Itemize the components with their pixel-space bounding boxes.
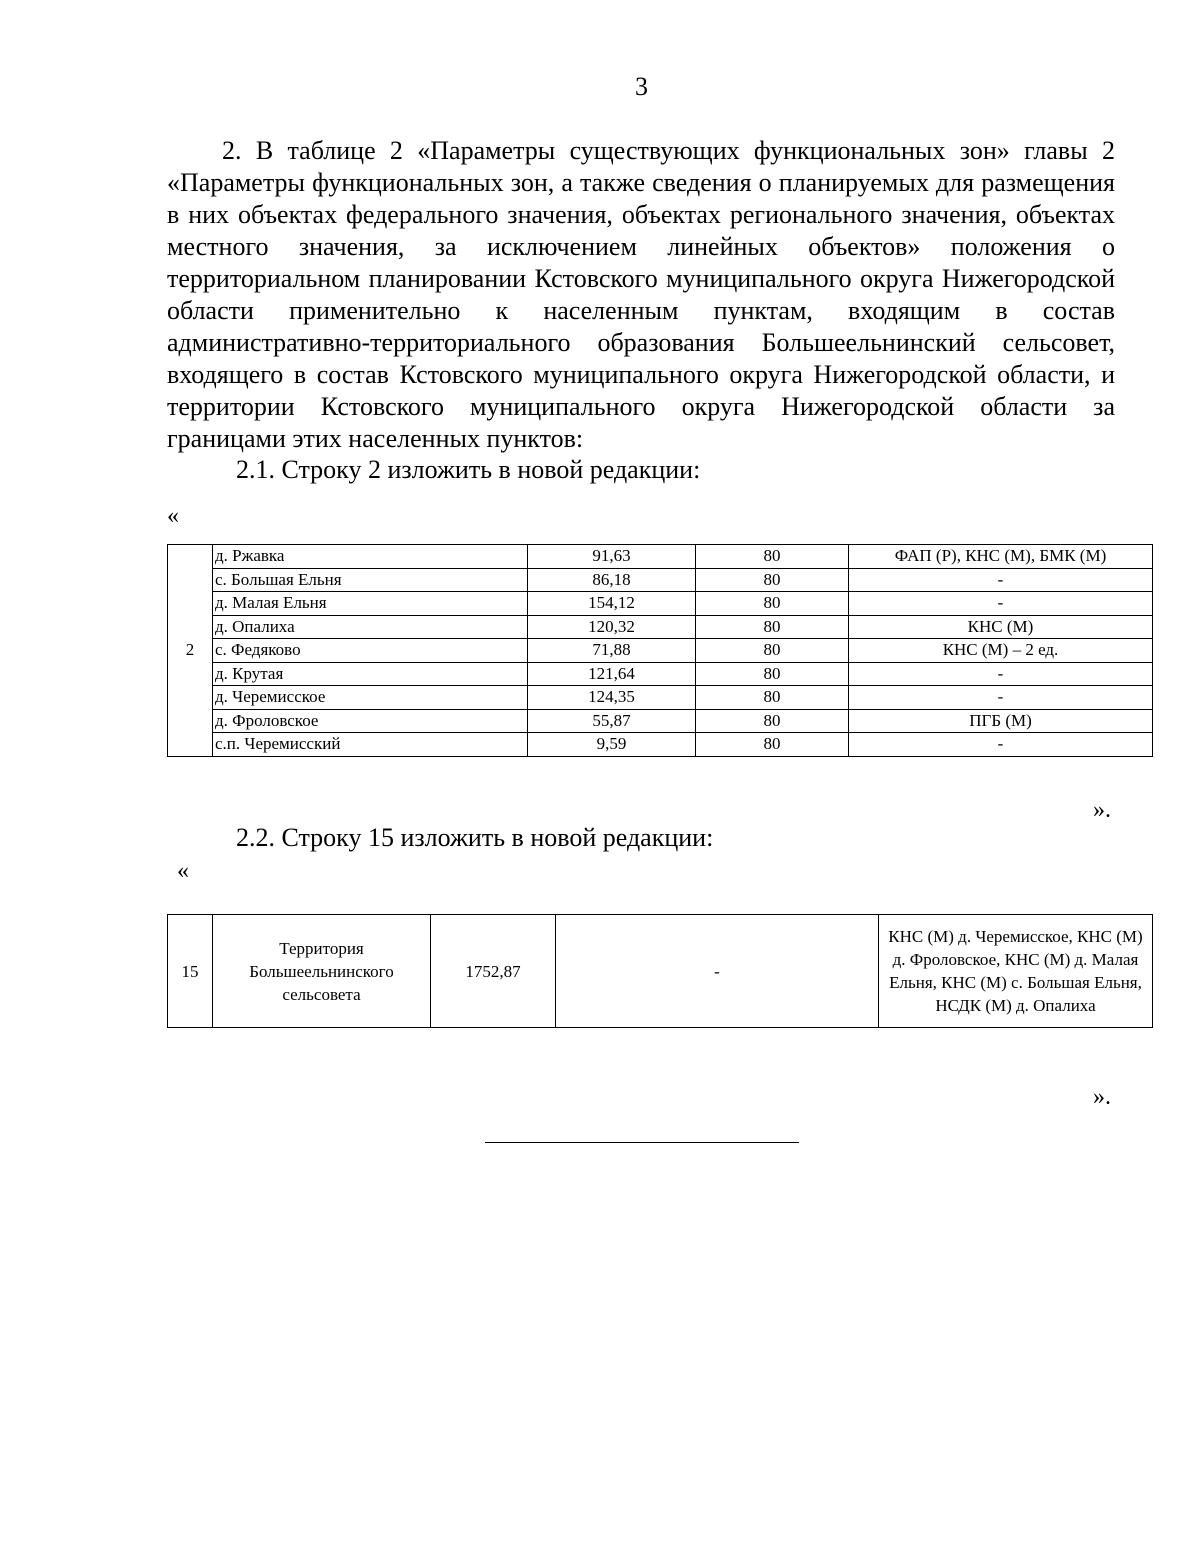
- section-1-open-quote: «: [167, 503, 179, 529]
- objects-cell: -: [849, 686, 1153, 710]
- settlement-name-cell: д. Крутая: [213, 662, 528, 686]
- settlement-name-cell: д. Опалиха: [213, 615, 528, 639]
- objects-cell: -: [849, 568, 1153, 592]
- section-2-open-quote: «: [177, 858, 189, 884]
- objects-cell: -: [849, 662, 1153, 686]
- objects-cell: ПГБ (М): [849, 709, 1153, 733]
- settlement-name-cell: с. Федяково: [213, 639, 528, 663]
- area-cell: 55,87: [528, 709, 696, 733]
- row-number-cell: 15: [168, 915, 213, 1028]
- section-1-heading: 2.1. Строку 2 изложить в новой редакции:: [236, 455, 701, 484]
- percent-cell: 80: [696, 639, 849, 663]
- percent-cell: -: [556, 915, 879, 1028]
- table-row: [168, 568, 1153, 592]
- objects-cell: ФАП (Р), КНС (М), БМК (М): [849, 545, 1153, 569]
- area-cell: 154,12: [528, 592, 696, 616]
- settlement-name-cell: с.п. Черемисский: [213, 733, 528, 757]
- section-2-heading: 2.2. Строку 15 изложить в новой редакции:: [236, 823, 714, 852]
- table-row: [168, 545, 1153, 569]
- table-row: [168, 709, 1153, 733]
- percent-cell: 80: [696, 686, 849, 710]
- table-row: [168, 639, 1153, 663]
- table-row-2-body: [168, 545, 1153, 757]
- area-cell: 124,35: [528, 686, 696, 710]
- area-cell: 120,32: [528, 615, 696, 639]
- table-row: [168, 686, 1153, 710]
- row-number-cell: 2: [168, 545, 213, 757]
- section-1-close-quote: ».: [1093, 797, 1111, 823]
- area-cell: 9,59: [528, 733, 696, 757]
- percent-cell: 80: [696, 615, 849, 639]
- objects-cell: КНС (М): [849, 615, 1153, 639]
- settlement-name-cell: д. Фроловское: [213, 709, 528, 733]
- area-cell: 86,18: [528, 568, 696, 592]
- settlement-name-cell: с. Большая Ельня: [213, 568, 528, 592]
- settlement-name-cell: д. Черемисское: [213, 686, 528, 710]
- territory-cell: Территория Большеельнинского сельсовета: [213, 915, 431, 1028]
- amendment-paragraph: 2. В таблице 2 «Параметры существующих функциональных зон» главы 2 «Параметры функциональных зон, а также сведения о планируемых для размещения в них объектах федерального значения, объектах регионального значения, объектах местного значения, за исключением линейных объектов» положения о территориальном планировании Кстовского муниципального округа Нижегородской области применительно к населенным пунктам, входящим в состав административно-территориального образования Большеельнинский сельсовет, входящего в состав Кстовского муниципального округа Нижегородской области, и территории Кстовского муниципального округа Нижегородской области за границами этих населенных пунктов:: [167, 136, 1115, 453]
- objects-cell: -: [849, 733, 1153, 757]
- percent-cell: 80: [696, 662, 849, 686]
- percent-cell: 80: [696, 709, 849, 733]
- table-row-15-replacement: [167, 914, 1153, 1028]
- table-row-2-replacement: [167, 544, 1153, 757]
- percent-cell: 80: [696, 592, 849, 616]
- settlement-name-cell: д. Ржавка: [213, 545, 528, 569]
- section-2-close-quote: ».: [1093, 1084, 1111, 1110]
- objects-cell: -: [849, 592, 1153, 616]
- table-row: [168, 662, 1153, 686]
- area-cell: 1752,87: [431, 915, 556, 1028]
- page-number: 3: [635, 72, 648, 101]
- table-row: [168, 615, 1153, 639]
- area-cell: 91,63: [528, 545, 696, 569]
- objects-cell: КНС (М) д. Черемисское, КНС (М) д. Фроловское, КНС (М) д. Малая Ельня, КНС (М) с. Большая Ельня, НСДК (М) д. Опалиха: [879, 915, 1153, 1028]
- area-cell: 71,88: [528, 639, 696, 663]
- objects-cell: КНС (М) – 2 ед.: [849, 639, 1153, 663]
- table-row: [168, 592, 1153, 616]
- table-row: [168, 915, 1153, 1028]
- percent-cell: 80: [696, 568, 849, 592]
- table-row: [168, 733, 1153, 757]
- percent-cell: 80: [696, 733, 849, 757]
- percent-cell: 80: [696, 545, 849, 569]
- area-cell: 121,64: [528, 662, 696, 686]
- separator-line: [485, 1142, 799, 1143]
- settlement-name-cell: д. Малая Ельня: [213, 592, 528, 616]
